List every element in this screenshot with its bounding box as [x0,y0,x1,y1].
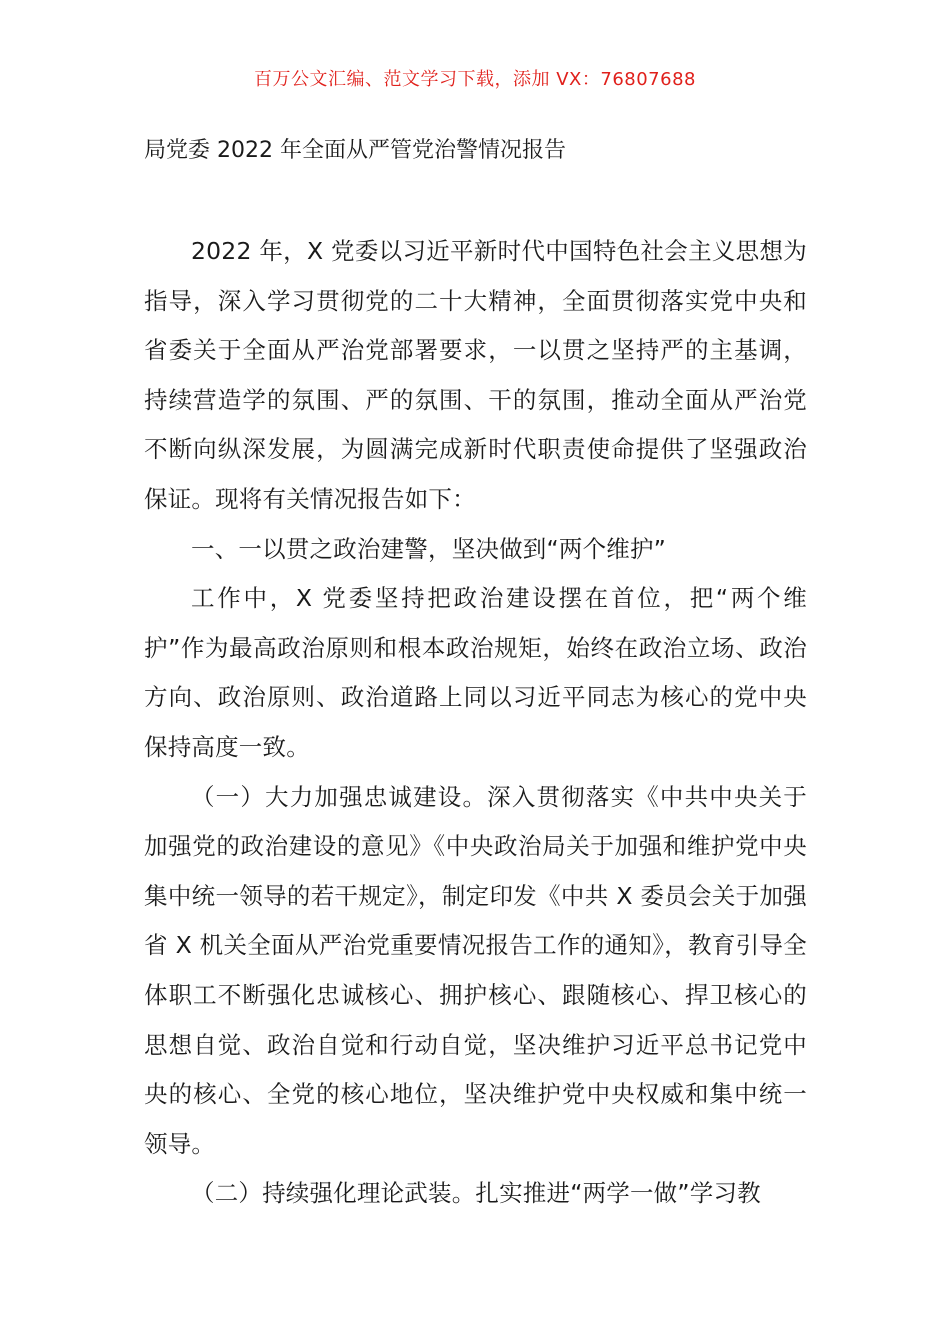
watermark-banner: 百万公文汇编、范文学习下载，添加 VX：76807688 [254,69,696,90]
paragraph-subsection-1: （一）大力加强忠诚建设。深入贯彻落实《中共中央关于加强党的政治建设的意见》《中央政治局关于加强和维护党中央集中统一领导的若干规定》，制定印发《中共 X 委员会关于加强省 X 机关全面从严治党重要情况报告工作的通知》，教育引导全体职工不断强化忠诚核心、拥护核心、跟随核心、捍卫核心的思想自觉、政治自觉和行动自觉，坚决维护习近平总书记党中央的核心、全党的核心地位，坚决维护党中央权威和集中统一领导。 [144,782,807,1158]
document-title: 局党委 2022 年全面从严管党治警情况报告 [144,138,566,163]
paragraph-section-1: 工作中，X 党委坚持把政治建设摆在首位，把“两个维护”作为最高政治原则和根本政治规矩，始终在政治立场、政治方向、政治原则、政治道路上同以习近平同志为核心的党中央保持高度一致。 [144,584,807,761]
section-heading-1: 一、一以贯之政治建警，坚决做到“两个维护” [191,534,667,563]
document-body [144,227,807,1219]
paragraph-subsection-2: （二）持续强化理论武装。扎实推进“两学一做”学习教 [191,1179,761,1208]
paragraph-intro: 2022 年，X 党委以习近平新时代中国特色社会主义思想为指导，深入学习贯彻党的二十大精神，全面贯彻落实党中央和省委关于全面从严治党部署要求，一以贯之坚持严的主基调，持续营造学的氛围、严的氛围、干的氛围，推动全面从严治党不断向纵深发展，为圆满完成新时代职责使命提供了坚强政治保证。现将有关情况报告如下： [144,237,807,513]
